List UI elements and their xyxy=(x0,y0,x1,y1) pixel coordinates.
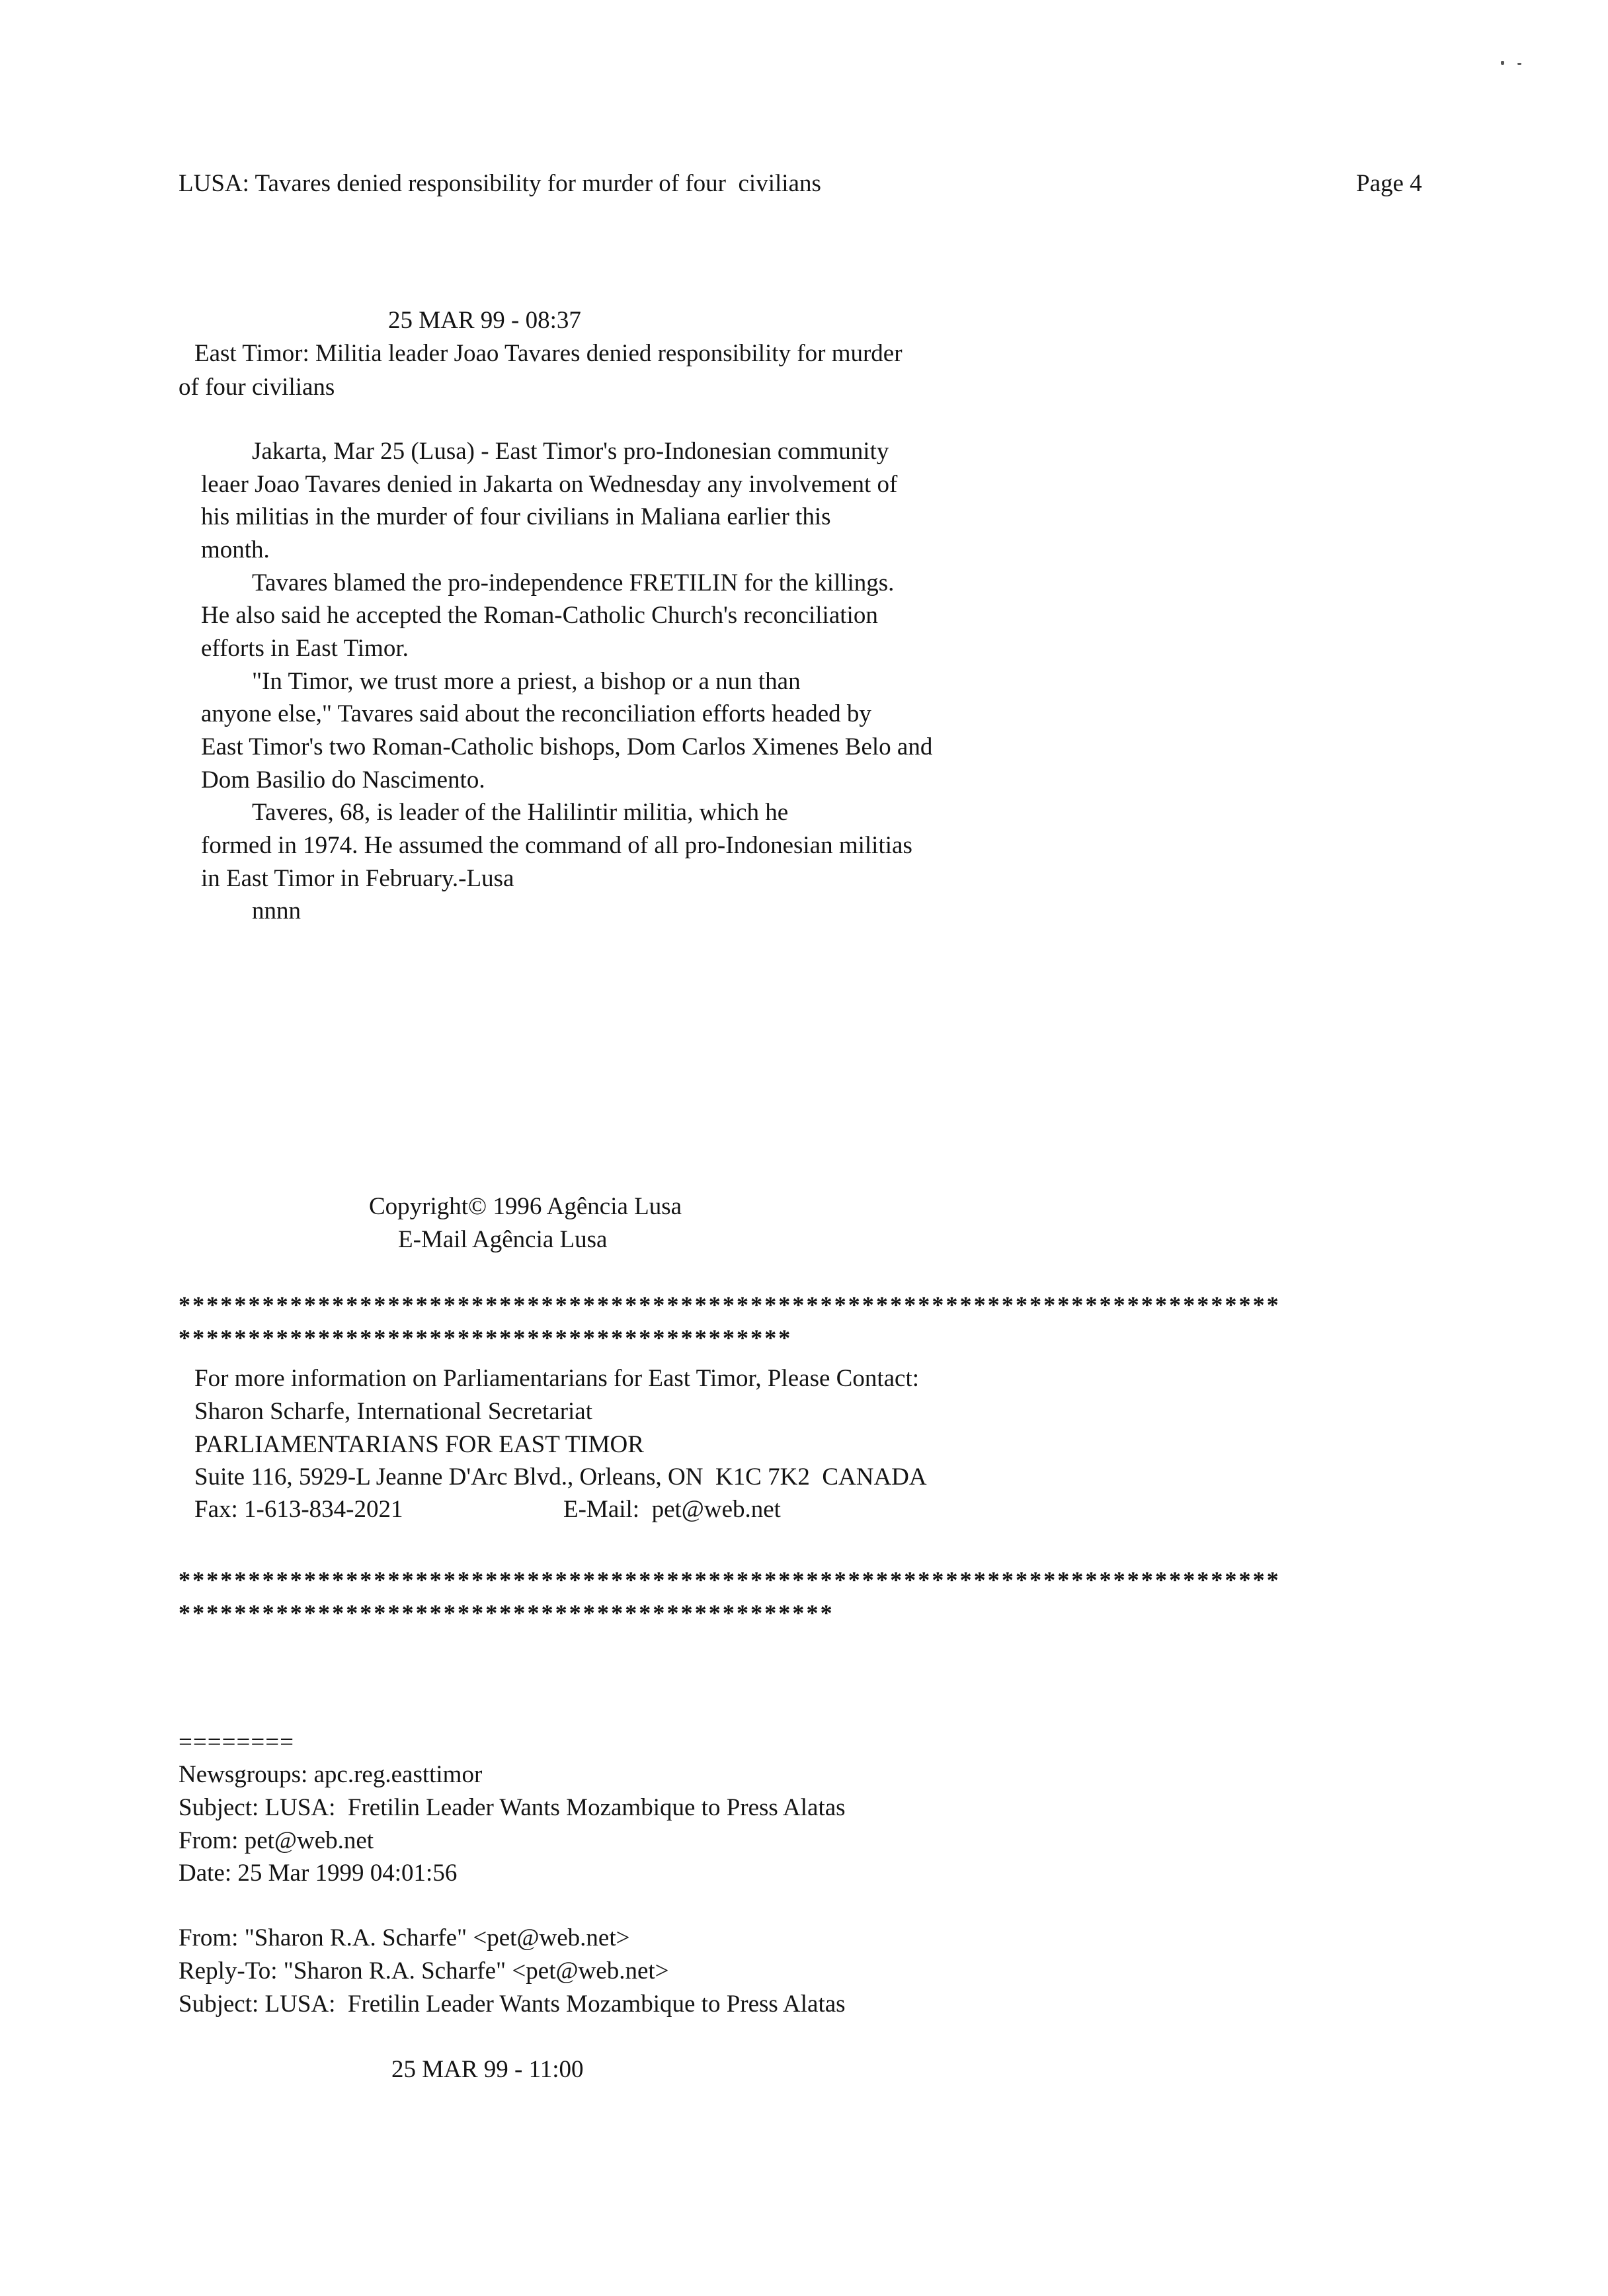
scan-speck xyxy=(1517,63,1521,65)
copyright-email-line: E-Mail Agência Lusa xyxy=(398,1226,608,1253)
contact-organization: PARLIAMENTARIANS FOR EAST TIMOR xyxy=(194,1431,644,1458)
article-body-line: leaer Joao Tavares denied in Jakarta on Wednesday any involvement of xyxy=(201,471,898,498)
copyright-line: Copyright© 1996 Agência Lusa xyxy=(369,1193,682,1220)
article-body-line: "In Timor, we trust more a priest, a bishop or a nun than xyxy=(252,668,801,695)
contact-email: E-Mail: pet@web.net xyxy=(563,1496,781,1523)
article-headline-line: of four civilians xyxy=(179,374,335,401)
reply-to-line: Reply-To: "Sharon R.A. Scharfe" <pet@web.net> xyxy=(179,1957,669,1985)
newsgroups-line: Newsgroups: apc.reg.easttimor xyxy=(179,1761,483,1788)
message-dateline: 25 MAR 99 - 11:00 xyxy=(391,2056,584,2083)
article-body-line: nnnn xyxy=(252,897,301,924)
page-header-title: LUSA: Tavares denied responsibility for murder of four civilians xyxy=(179,170,821,197)
separator-stars: ******************************************************************************* xyxy=(179,1292,1281,1318)
article-body-line: Taveres, 68, is leader of the Halilintir militia, which he xyxy=(252,799,789,826)
article-body-line: anyone else," Tavares said about the reconciliation efforts headed by xyxy=(201,700,871,727)
date-line: Date: 25 Mar 1999 04:01:56 xyxy=(179,1860,458,1887)
article-body-line: He also said he accepted the Roman-Catholic Church's reconciliation xyxy=(201,602,878,629)
contact-name: Sharon Scharfe, International Secretariat xyxy=(194,1398,593,1425)
separator-stars: *********************************************** xyxy=(179,1600,834,1626)
scan-speck xyxy=(1501,61,1504,65)
from-line: From: pet@web.net xyxy=(179,1827,374,1854)
article-body-line: efforts in East Timor. xyxy=(201,635,409,662)
article-body-line: East Timor's two Roman-Catholic bishops, Dom Carlos Ximenes Belo and xyxy=(201,733,933,760)
article-body-line: Dom Basilio do Nascimento. xyxy=(201,766,485,794)
subject-line-2: Subject: LUSA: Fretilin Leader Wants Mozambique to Press Alatas xyxy=(179,1990,846,2018)
separator-stars: ******************************************************************************* xyxy=(179,1567,1281,1593)
article-body-line: month. xyxy=(201,536,270,563)
from-full-line: From: "Sharon R.A. Scharfe" <pet@web.net> xyxy=(179,1924,630,1951)
message-rule: ======== xyxy=(179,1729,294,1756)
article-body-line: in East Timor in February.-Lusa xyxy=(201,865,514,892)
article-body-line: Tavares blamed the pro-independence FRETILIN for the killings. xyxy=(252,569,895,596)
article-body-line: formed in 1974. He assumed the command of all pro-Indonesian militias xyxy=(201,832,912,859)
article-headline-line: East Timor: Militia leader Joao Tavares denied responsibility for murder xyxy=(194,340,903,367)
contact-intro: For more information on Parliamentarians for East Timor, Please Contact: xyxy=(194,1365,919,1392)
article-body-line: his militias in the murder of four civilians in Maliana earlier this xyxy=(201,503,831,530)
subject-line: Subject: LUSA: Fretilin Leader Wants Mozambique to Press Alatas xyxy=(179,1794,846,1821)
separator-stars: ******************************************** xyxy=(179,1325,793,1351)
article-body-line: Jakarta, Mar 25 (Lusa) - East Timor's pro-Indonesian community xyxy=(252,438,889,465)
page-number: Page 4 xyxy=(1356,170,1422,197)
article-dateline: 25 MAR 99 - 08:37 xyxy=(388,307,581,334)
contact-fax: Fax: 1-613-834-2021 xyxy=(194,1496,403,1523)
contact-address: Suite 116, 5929-L Jeanne D'Arc Blvd., Orleans, ON K1C 7K2 CANADA xyxy=(194,1463,927,1491)
